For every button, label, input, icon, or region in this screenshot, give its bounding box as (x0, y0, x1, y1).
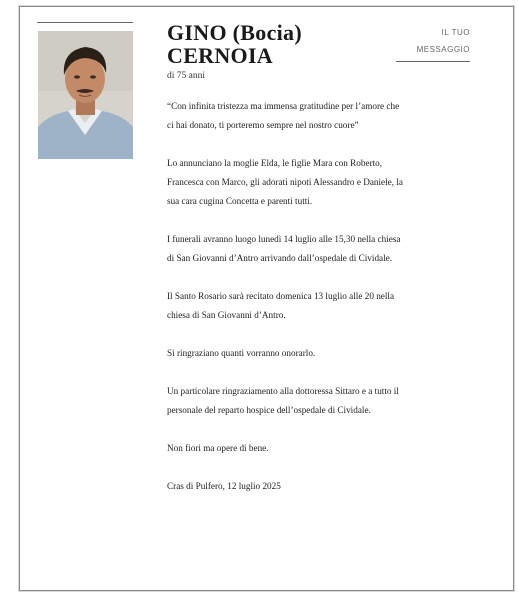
portrait-photo (38, 31, 133, 159)
quote-paragraph: “Con infinita tristezza ma immensa gratitudine per l’amore che ci hai donato, ti porteremo sempre nel nostro cuore” (167, 101, 400, 130)
special-thanks-paragraph: Un particolare ringraziamento alla dottoressa Sittaro e a tutto il personale del reparto hospice dell’ospedale di Cividale. (167, 386, 399, 415)
age-text: di 75 anni (167, 71, 205, 81)
your-message-link-line-2: MESSAGGIO (416, 45, 470, 54)
rosary-paragraph: Il Santo Rosario sarà recitato domenica 13 luglio alle 20 nella chiesa di San Giovanni d’Antro. (167, 291, 395, 320)
obituary-body (167, 97, 407, 515)
no-flowers-paragraph: Non fiori ma opere di bene. (167, 443, 269, 453)
funeral-paragraph: I funerali avranno luogo lunedì 14 luglio alle 15,30 nella chiesa di San Giovanni d’Antro arrivando dall’ospedale di Cividale. (167, 234, 401, 263)
message-link-underline (396, 61, 470, 62)
announcement-paragraph: Lo annunciano la moglie Elda, le figlie Mara con Roberto, Francesca con Marco, gli adorati nipoti Alessandro e Daniele, la sua cara cugina Concetta e parenti tutti. (167, 158, 403, 206)
place-date-paragraph: Cras di Pulfero, 12 luglio 2025 (167, 481, 281, 491)
your-message-link[interactable] (396, 24, 470, 58)
deceased-name (167, 21, 302, 67)
name-line-2: CERNOIA (167, 43, 273, 68)
top-divider (37, 22, 133, 23)
thanks-paragraph: Si ringraziano quanti vorranno onorarlo. (167, 348, 316, 358)
your-message-link-line-1: IL TUO (441, 28, 470, 37)
name-line-1: GINO (Bocia) (167, 20, 302, 45)
